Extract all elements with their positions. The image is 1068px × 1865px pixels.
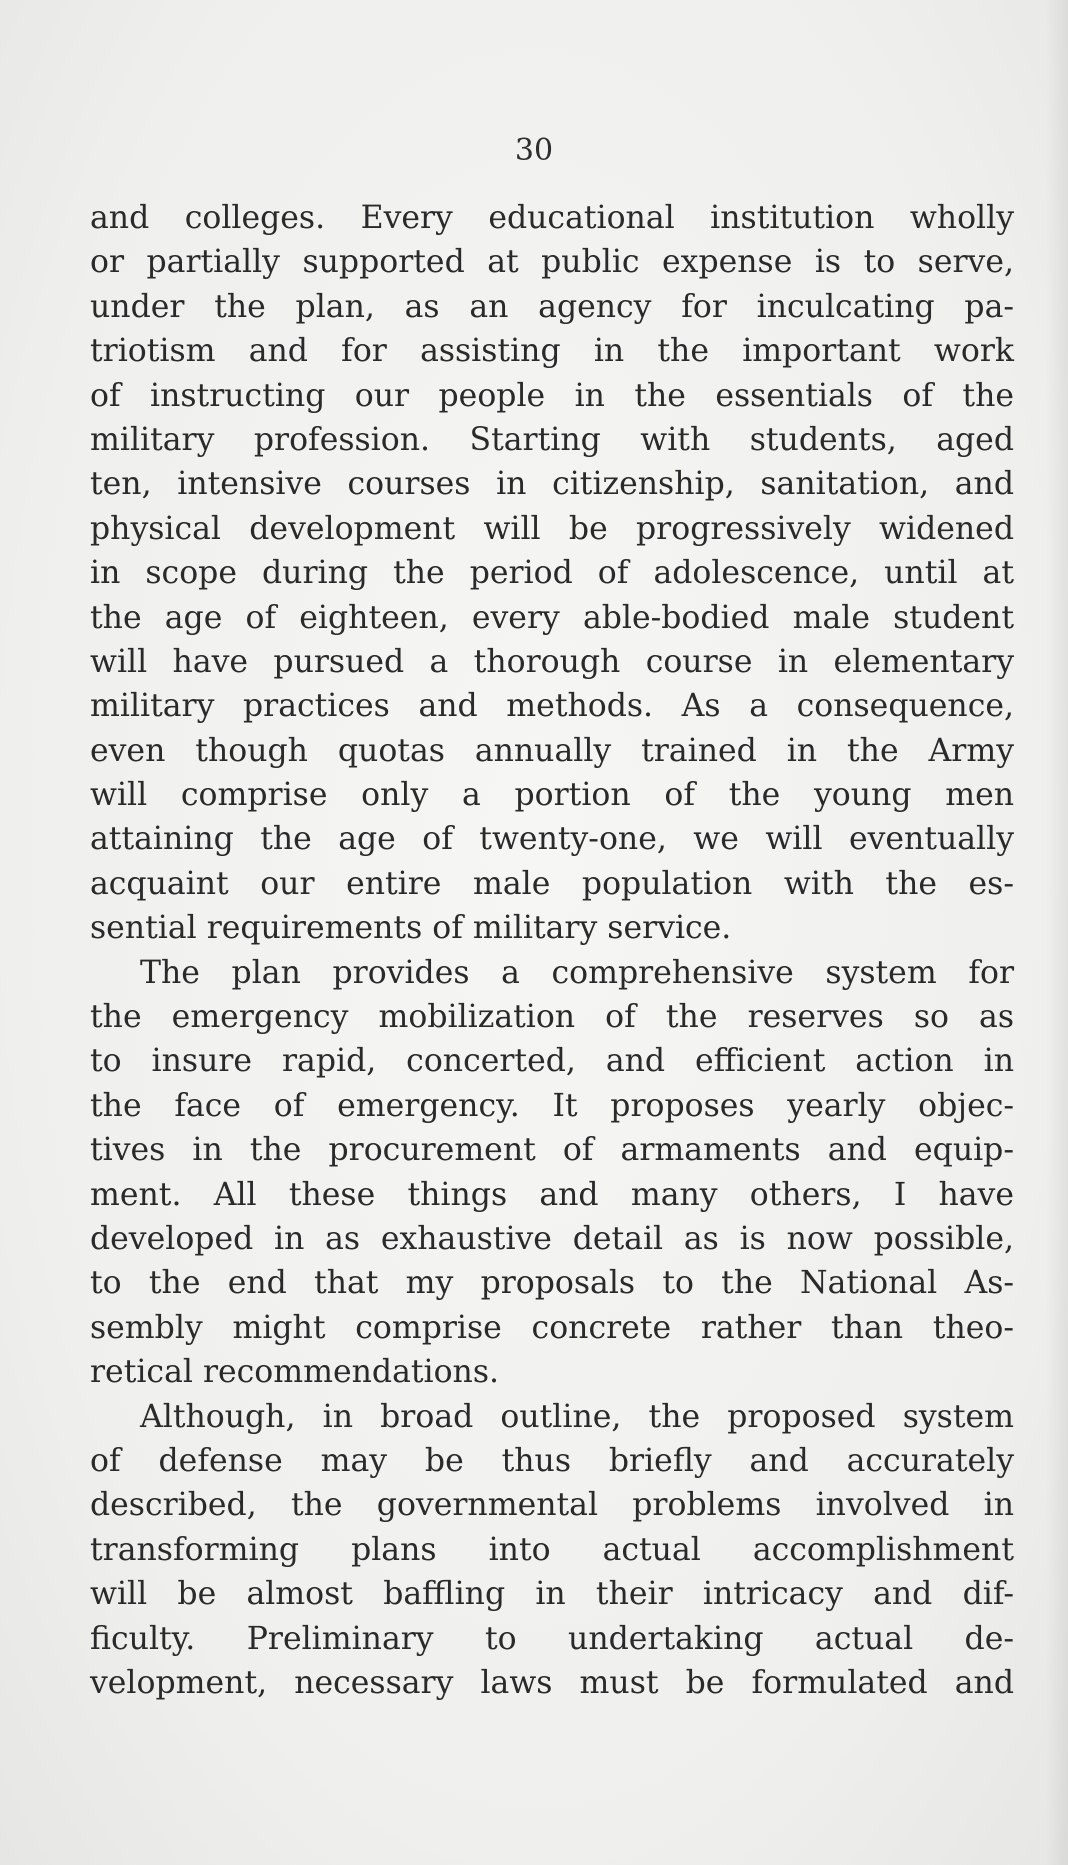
body-text: [90, 196, 1014, 1705]
text-line: sembly might comprise concrete rather than theo-: [90, 1309, 1014, 1346]
text-line: the emergency mobilization of the reserves so as: [90, 999, 1014, 1036]
text-line: ment. All these things and many others, I have: [90, 1176, 1014, 1213]
text-line: of instructing our people in the essentials of the: [90, 377, 1014, 414]
text-line: acquaint our entire male population with the es-: [90, 865, 1014, 902]
paragraph-1: [90, 196, 1014, 951]
text-line: sential requirements of military service.: [90, 910, 732, 947]
text-line: will comprise only a portion of the young men: [90, 777, 1014, 814]
text-line: even though quotas annually trained in the Army: [90, 732, 1014, 769]
text-line: in scope during the period of adolescence, until at: [90, 555, 1014, 592]
text-line: under the plan, as an agency for inculcating pa-: [90, 288, 1014, 325]
text-line: Although, in broad outline, the proposed system: [140, 1398, 1014, 1435]
text-line: physical development will be progressively widened: [90, 510, 1014, 547]
paragraph-3: [90, 1395, 1014, 1706]
text-line: of defense may be thus briefly and accurately: [90, 1442, 1014, 1479]
text-line: velopment, necessary laws must be formulated and: [90, 1664, 1014, 1701]
text-line: military practices and methods. As a consequence,: [90, 688, 1014, 725]
text-line: to insure rapid, concerted, and efficient action in: [90, 1043, 1014, 1080]
text-line: to the end that my proposals to the National As-: [90, 1265, 1014, 1302]
paragraph-2: [90, 951, 1014, 1395]
text-line: attaining the age of twenty-one, we will eventually: [90, 821, 1014, 858]
text-line: ficulty. Preliminary to undertaking actual de-: [90, 1620, 1014, 1657]
text-line: The plan provides a comprehensive system for: [140, 954, 1014, 991]
text-line: retical recommendations.: [90, 1354, 500, 1391]
text-line: transforming plans into actual accomplishment: [90, 1531, 1014, 1568]
text-line: will be almost baffling in their intricacy and dif-: [90, 1576, 1014, 1613]
text-line: military profession. Starting with students, aged: [90, 421, 1014, 458]
text-line: the face of emergency. It proposes yearly objec-: [90, 1087, 1014, 1124]
text-line: tives in the procurement of armaments and equip-: [90, 1132, 1014, 1169]
text-line: and colleges. Every educational institution wholly: [90, 200, 1014, 236]
text-line: triotism and for assisting in the important work: [90, 333, 1014, 370]
page-number: 30: [514, 133, 554, 168]
text-line: described, the governmental problems involved in: [90, 1487, 1014, 1524]
text-line: the age of eighteen, every able-bodied male student: [90, 599, 1014, 636]
text-line: or partially supported at public expense is to serve,: [90, 244, 1014, 281]
text-line: will have pursued a thorough course in elementary: [90, 643, 1014, 680]
text-line: developed in as exhaustive detail as is now possible,: [90, 1220, 1014, 1257]
text-line: ten, intensive courses in citizenship, sanitation, and: [90, 466, 1014, 503]
